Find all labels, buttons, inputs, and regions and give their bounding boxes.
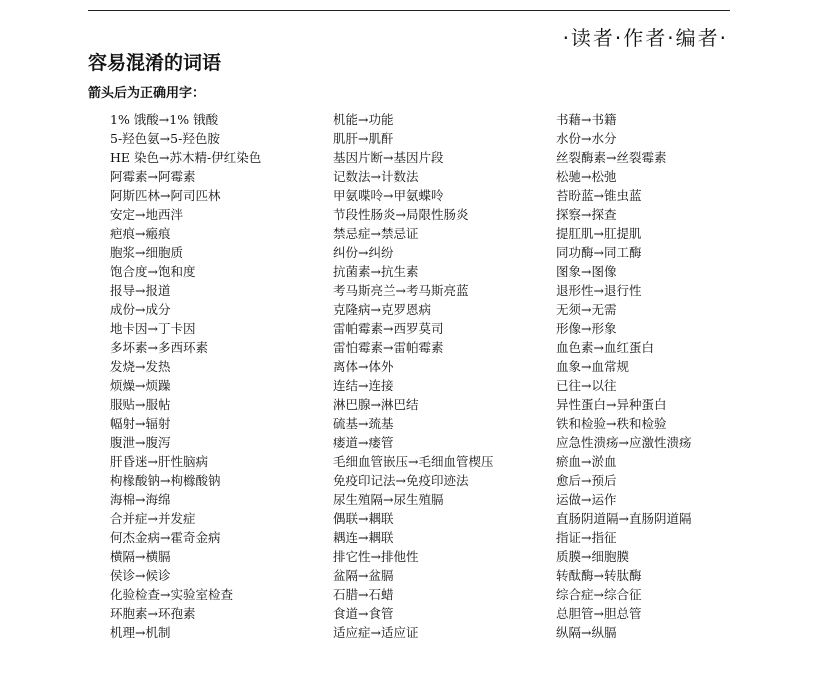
term-pair: 连结→连接 (333, 378, 394, 393)
term-pair: 节段性肠炎→局限性肠炎 (333, 207, 469, 222)
term-pair: 退形性→退行性 (556, 283, 642, 298)
term-pair: 书藉→书籍 (556, 112, 617, 127)
term-pair: 尿生殖隔→尿生殖膈 (333, 492, 444, 507)
term-pair: 海棉→海绵 (110, 492, 171, 507)
term-pair: 侯诊→候诊 (110, 568, 171, 583)
term-pair: 已往→以往 (556, 378, 617, 393)
term-pair: 瘘道→瘘管 (333, 435, 394, 450)
term-pair: 总胆管→胆总管 (556, 606, 642, 621)
term-pair: 雷怕霉素→雷帕霉素 (333, 340, 444, 355)
term-pair: 5-羟色氨→5-羟色胺 (110, 131, 220, 146)
term-pair: 报导→报道 (110, 283, 171, 298)
term-pair: 同功酶→同工酶 (556, 245, 642, 260)
term-pair: 免疫印记法→免疫印迹法 (333, 473, 469, 488)
term-pair: 毛细血管嵌压→毛细血管楔压 (333, 454, 494, 469)
term-pair: 肝昏迷→肝性脑病 (110, 454, 208, 469)
term-pair: 纵隔→纵膈 (556, 625, 617, 640)
term-pair: 合并症→并发症 (110, 511, 196, 526)
term-pair: 硫基→巯基 (333, 416, 394, 431)
term-pair: 淋巴腺→淋巴结 (333, 397, 419, 412)
term-pair: 横隔→横膈 (110, 549, 171, 564)
term-pair: 化验检查→实验室检查 (110, 587, 233, 602)
term-pair: 阿霉素→阿霉素 (110, 169, 196, 184)
term-pair: 应急性溃疡→应激性溃疡 (556, 435, 692, 450)
term-pair: 适应症→适应证 (333, 625, 419, 640)
term-pair: 水份→水分 (556, 131, 617, 146)
term-pair: 饱合度→饱和度 (110, 264, 196, 279)
term-pair: 丝裂酶素→丝裂霉素 (556, 150, 667, 165)
term-pair: 枸椽酸钠→枸橼酸钠 (110, 473, 221, 488)
term-pair: 异性蛋白→异种蛋白 (556, 397, 667, 412)
term-pair: 机能→功能 (333, 112, 394, 127)
term-pair: 石腊→石蜡 (333, 587, 394, 602)
page-title: 容易混淆的词语 (88, 52, 222, 74)
term-pair: 克隆病→克罗恩病 (333, 302, 431, 317)
term-pair: 转酞酶→转肽酶 (556, 568, 642, 583)
term-pair: 疤痕→瘢痕 (110, 226, 171, 241)
term-pair: 机理→机制 (110, 625, 171, 640)
term-pair: 腹泄→腹泻 (110, 435, 171, 450)
term-pair: 形像→形象 (556, 321, 617, 336)
term-pair: 血象→血常规 (556, 359, 629, 374)
term-pair: 考马斯亮兰→考马斯亮蓝 (333, 283, 469, 298)
term-pair: 偶联→耦联 (333, 511, 394, 526)
term-pair: 禁忌症→禁忌证 (333, 226, 419, 241)
term-pair: 瘀血→淤血 (556, 454, 617, 469)
term-pair: 地卡因→丁卡因 (110, 321, 196, 336)
term-pair: 安定→地西泮 (110, 207, 183, 222)
term-pair: 愈后→预后 (556, 473, 617, 488)
term-pair: 何杰金病→霍奇金病 (110, 530, 221, 545)
term-pair: 肌肝→肌酐 (333, 131, 394, 146)
term-pair: 甲氨喋呤→甲氨蝶呤 (333, 188, 444, 203)
term-pair: 多坏素→多西环素 (110, 340, 208, 355)
term-pair: 松驰→松弛 (556, 169, 617, 184)
term-pair: 运做→运作 (556, 492, 617, 507)
term-pair: HE 染色→苏木精-伊红染色 (110, 150, 262, 165)
term-pair: 环胞素→环孢素 (110, 606, 196, 621)
term-column-3 (556, 110, 691, 642)
term-pair: 成份→成分 (110, 302, 171, 317)
term-pair: 记数法→计数法 (333, 169, 419, 184)
term-pair: 胞浆→细胞质 (110, 245, 183, 260)
term-pair: 发烧→发热 (110, 359, 171, 374)
term-pair: 烦燥→烦躁 (110, 378, 171, 393)
term-pair: 提肛肌→肛提肌 (556, 226, 642, 241)
term-pair: 无须→无需 (556, 302, 617, 317)
term-pair: 基因片断→基因片段 (333, 150, 444, 165)
term-pair: 雷帕霉素→西罗莫司 (333, 321, 444, 336)
term-pair: 食道→食管 (333, 606, 394, 621)
term-pair: 排它性→排他性 (333, 549, 419, 564)
header-rule (88, 10, 730, 11)
term-pair: 图象→图像 (556, 264, 617, 279)
term-pair: 探察→探查 (556, 207, 617, 222)
term-pair: 质膜→细胞膜 (556, 549, 629, 564)
term-column-1 (110, 110, 261, 642)
term-pair: 苔盼蓝→锥虫蓝 (556, 188, 642, 203)
section-header: ·读者·作者·编者· (562, 26, 728, 50)
subtitle: 箭头后为正确用字： (88, 86, 206, 101)
term-pair: 纠份→纠纷 (333, 245, 394, 260)
term-column-2 (333, 110, 493, 642)
term-pair: 直肠阴道隔→直肠阴道隔 (556, 511, 692, 526)
term-pair: 耦连→耦联 (333, 530, 394, 545)
term-pair: 幅射→辐射 (110, 416, 171, 431)
term-pair: 铁和检验→秩和检验 (556, 416, 667, 431)
term-pair: 离体→体外 (333, 359, 394, 374)
term-pair: 阿斯匹林→阿司匹林 (110, 188, 221, 203)
term-pair: 指证→指征 (556, 530, 617, 545)
term-pair: 盆隔→盆膈 (333, 568, 394, 583)
term-pair: 服贴→服帖 (110, 397, 171, 412)
term-pair: 血色素→血红蛋白 (556, 340, 654, 355)
term-pair: 抗菌素→抗生素 (333, 264, 419, 279)
term-pair: 1% 饿酸→1% 锇酸 (110, 112, 219, 127)
term-pair: 综合症→综合征 (556, 587, 642, 602)
